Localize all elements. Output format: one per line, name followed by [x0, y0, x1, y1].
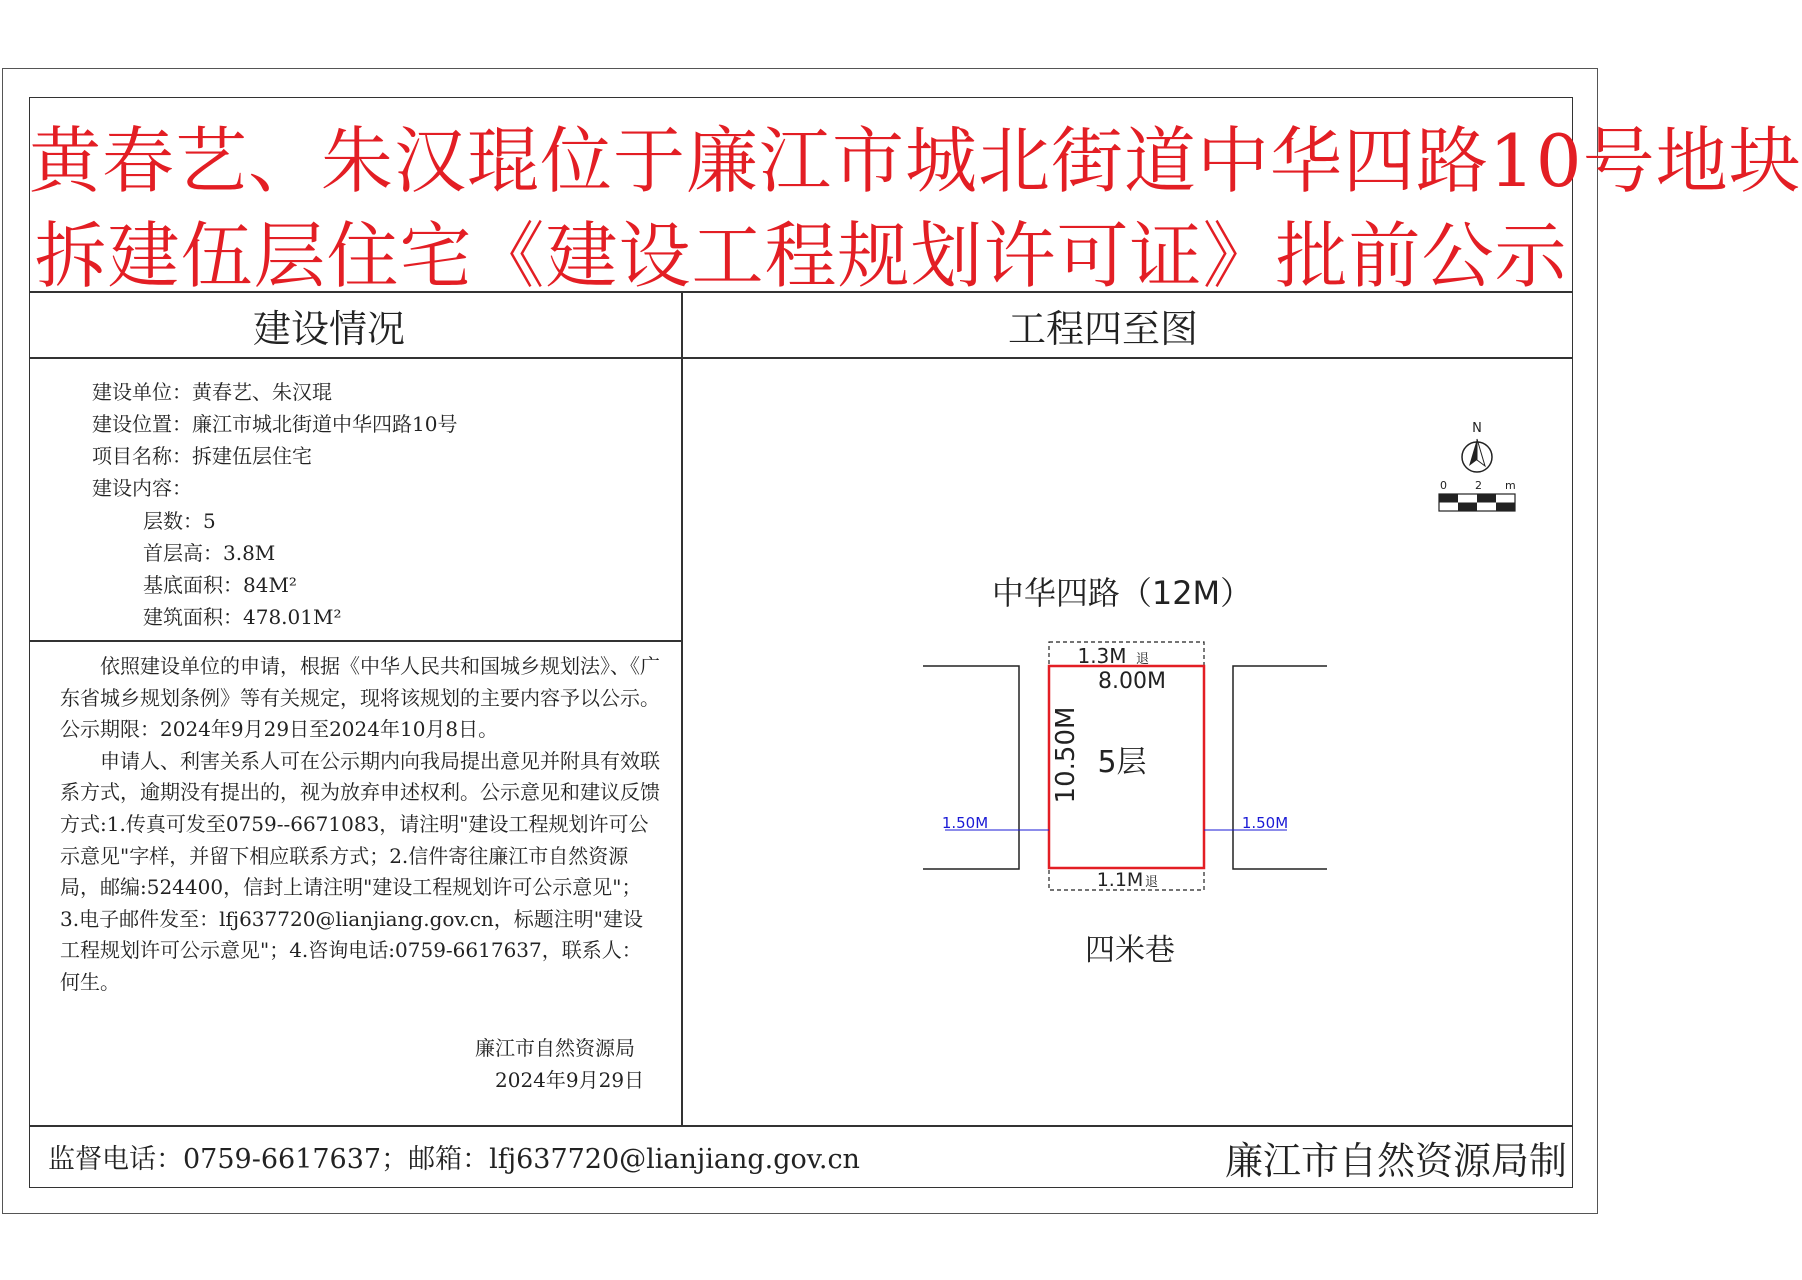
scale-zero: 0 [1440, 479, 1447, 492]
construction-content-label: 建设内容： [92, 476, 192, 500]
building-depth: 10.50M [1051, 706, 1081, 804]
north-arrow-icon [1462, 439, 1492, 472]
site-plan-drawing [682, 358, 1572, 1124]
signature-date: 2024年9月29日 [495, 1068, 645, 1092]
scale-two: 2 [1475, 479, 1482, 492]
building-area: 建筑面积：478.01M² [143, 605, 342, 629]
site-boundary-map-header: 工程四至图 [1008, 307, 1199, 351]
west-setback-label: 1.50M [941, 814, 989, 832]
north-road-label: 中华四路（12M） [991, 574, 1253, 612]
info-divider [29, 640, 682, 642]
first-floor-height: 首层高：3.8M [143, 541, 276, 565]
construction-unit: 建设单位：黄春艺、朱汉琨 [92, 380, 332, 404]
scale-bar-icon [1439, 494, 1515, 511]
north-label: N [1472, 421, 1482, 436]
base-area: 基底面积：84M² [143, 573, 297, 597]
project-name: 项目名称：拆建伍层住宅 [92, 444, 312, 468]
building-width: 8.00M [1098, 669, 1166, 694]
north-setback-value: 1.3M [1077, 644, 1127, 668]
scale-unit: m [1505, 479, 1516, 492]
construction-status-header: 建设情况 [253, 307, 406, 351]
east-neighbor-outline [1233, 666, 1327, 869]
notice-title-line1: 黄春艺、朱汉琨位于廉江市城北街道中华四路10号地块 [29, 119, 1802, 203]
floor-count: 层数：5 [143, 509, 216, 533]
notice-body [60, 651, 660, 999]
signature-org: 廉江市自然资源局 [475, 1036, 635, 1060]
supervision-contact: 监督电话：0759-6617637；邮箱：lfj637720@lianjiang.gov.cn [48, 1144, 860, 1175]
notice-paragraph-1: 依照建设单位的申请，根据《中华人民共和国城乡规划法》、《广东省城乡规划条例》等有关规定，现将该规划的主要内容予以公示。公示期限：2024年9月29日至2024年10月8日。 [60, 654, 660, 742]
west-neighbor-outline [923, 666, 1019, 869]
north-setback-suffix: 退 [1136, 652, 1150, 667]
construction-location: 建设位置：廉江市城北街道中华四路10号 [92, 412, 458, 436]
footer-divider [29, 1125, 1573, 1127]
east-setback-label: 1.50M [1241, 814, 1289, 832]
south-lane-label: 四米巷 [1085, 933, 1175, 968]
notice-title-line2: 拆建伍层住宅《建设工程规划许可证》批前公示 [34, 214, 1568, 298]
notice-paragraph-2: 申请人、利害关系人可在公示期内向我局提出意见并附具有效联系方式，逾期没有提出的，视为放弃申述权利。公示意见和建议反馈方式:1.传真可发至0759--6671083，请注明"建设工程规划许可公示意见"字样，并留下相应联系方式；2.信件寄往廉江市自然资源局，邮编:524400，信封上请注明"建设工程规划许可公示意见"； 3.电子邮件发至：lfj637720@lianjiang.gov.cn，标题注明"建设工程规划许可公示意见"；4.咨询电话:0759-6617637，联系人：何生。 [60, 748, 660, 994]
south-setback-value: 1.1M [1096, 869, 1144, 891]
building-floors: 5层 [1097, 745, 1147, 780]
south-setback-suffix: 退 [1145, 875, 1159, 890]
issuing-authority: 廉江市自然资源局制 [1225, 1139, 1568, 1183]
